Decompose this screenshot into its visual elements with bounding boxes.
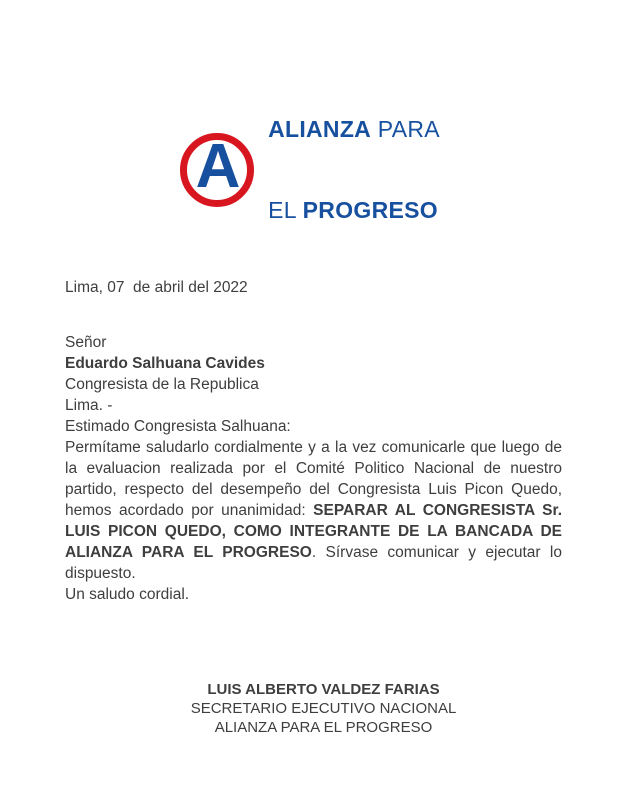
wordmark-para: PARA (371, 116, 440, 142)
body-text-lead: Permítame saludarlo cordialmente y a la vez comunicarle que luego de la evaluacion realizada por el Comité Politico Nacional de nuestro partido, respecto del desempeño del Congresista Luis Picon Quedo, hemos acordado por unanimidad: (65, 439, 562, 519)
wordmark-line2 (268, 197, 440, 224)
body-paragraph (65, 437, 562, 584)
signatory-name: LUIS ALBERTO VALDEZ FARIAS (207, 681, 440, 698)
letter-content (0, 278, 620, 737)
wordmark-progreso: PROGRESO (302, 197, 438, 223)
closing-line: Un saludo cordial. (65, 586, 190, 603)
body-text-trail: . Sírvase comunicar y ejecutar lo dispuesto. (65, 544, 562, 582)
recipient-role: Congresista de la Republica (65, 376, 259, 393)
wordmark-alianza: ALIANZA (268, 116, 372, 142)
recipient-name: Eduardo Salhuana Cavides (65, 355, 265, 372)
date-line: Lima, 07 de abril del 2022 (65, 279, 248, 296)
signatory-organization: ALIANZA PARA EL PROGRESO (214, 719, 433, 736)
letterhead (0, 0, 620, 278)
greeting-line: Estimado Congresista Salhuana: (65, 418, 291, 435)
wordmark-line1 (268, 116, 440, 143)
recipient-salutation: Señor (65, 334, 107, 351)
body-text-resolution: SEPARAR AL CONGRESISTA Sr. LUIS PICON QUEDO, COMO INTEGRANTE DE LA BANCADA DE ALIANZA PARA EL PROGRESO (65, 502, 563, 561)
recipient-block (65, 332, 562, 416)
app-party-logo (180, 62, 440, 278)
logo-ring-icon (180, 133, 254, 207)
wordmark-el: EL (268, 197, 303, 223)
logo-wordmark (268, 62, 440, 278)
recipient-place: Lima. - (65, 397, 113, 414)
signatory-title: SECRETARIO EJECUTIVO NACIONAL (190, 700, 457, 717)
signature-block (75, 680, 572, 737)
logo-a-monogram-icon: A (195, 132, 239, 201)
